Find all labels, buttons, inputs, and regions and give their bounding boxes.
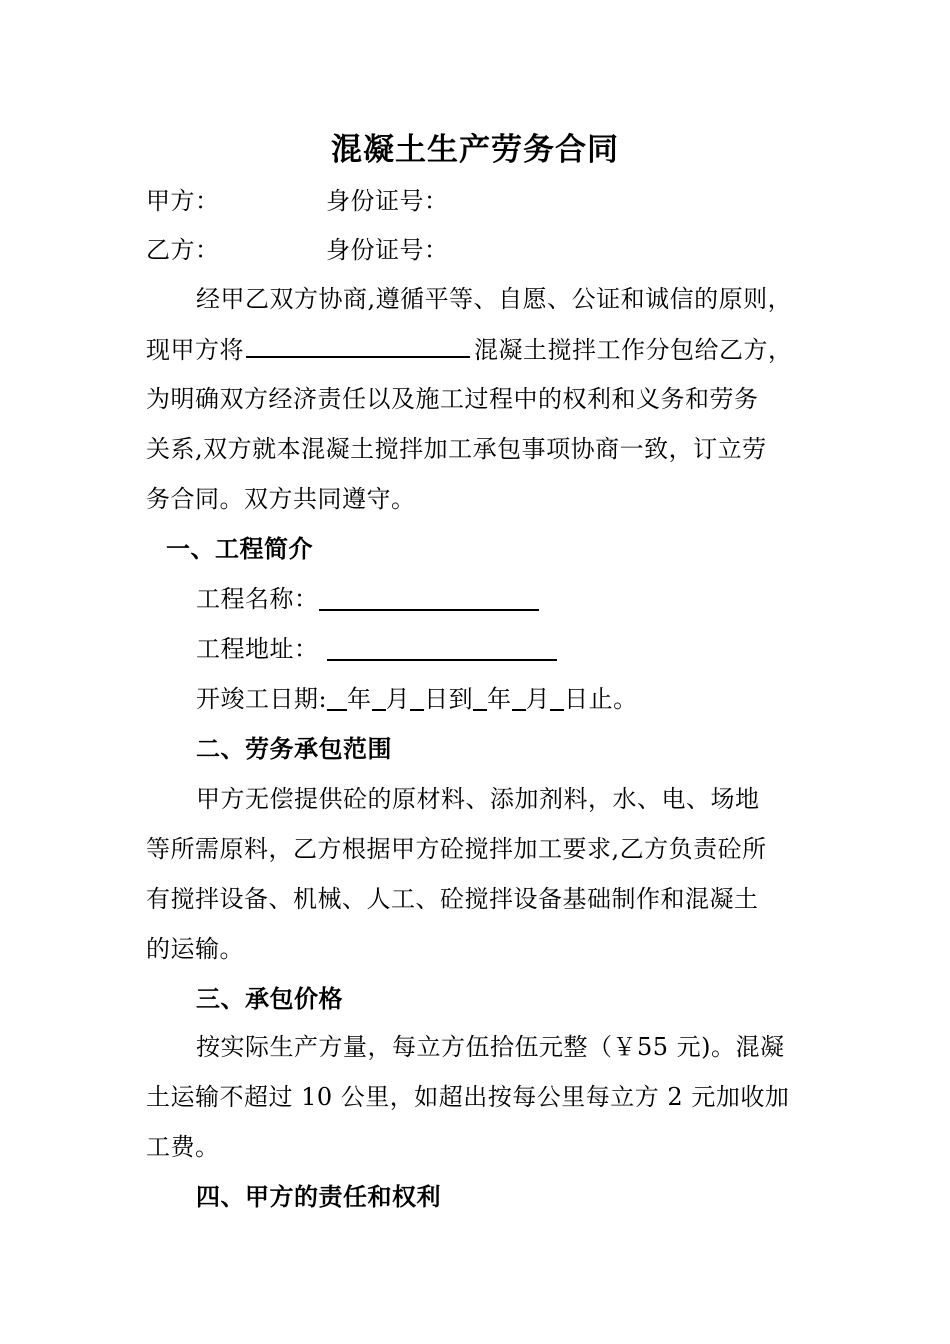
section-3-line-2: 土运输不超过 10 公里，如超出按每公里每立方 2 元加收加 <box>146 1083 790 1111</box>
section-2-line-3: 有搅拌设备、机械、人工、砼搅拌设备基础制作和混凝土 <box>146 885 759 913</box>
section-3-line-1: 按实际生产方量，每立方伍拾伍元整（￥55 元)。混凝 <box>196 1033 785 1061</box>
intro-line-4: 关系,双方就本混凝土搅拌加工承包事项协商一致，订立劳 <box>146 435 767 463</box>
section-2-heading: 二、劳务承包范围 <box>196 734 392 763</box>
party-a-label: 甲方： <box>146 187 220 215</box>
project-name-label: 工程名称： <box>196 585 319 613</box>
end-month-blank <box>512 687 526 711</box>
date-to-label: 日到 <box>424 685 474 713</box>
section-2-line-4: 的运输。 <box>146 935 244 963</box>
project-name-row <box>196 584 539 614</box>
start-year-blank <box>327 687 347 711</box>
party-b-id-label: 身份证号： <box>326 236 449 264</box>
intro-line-3: 为明确双方经济责任以及施工过程中的权利和义务和劳务 <box>146 385 759 413</box>
section-2-line-2: 等所需原料，乙方根据甲方砼搅拌加工要求,乙方负责砼所 <box>146 835 767 863</box>
party-b-row <box>146 235 220 265</box>
intro-line-2 <box>146 334 793 365</box>
project-address-label: 工程地址： <box>196 635 319 663</box>
project-dates-prefix: 开竣工日期: <box>196 685 328 713</box>
end-day-blank <box>550 687 564 711</box>
project-address-row <box>196 634 557 664</box>
party-a-id-label: 身份证号： <box>326 187 449 215</box>
section-1-heading: 一、工程简介 <box>166 534 313 563</box>
date-end-label: 日止。 <box>564 685 638 713</box>
section-3-line-3: 工费。 <box>146 1133 220 1161</box>
section-3-heading: 三、承包价格 <box>196 984 343 1013</box>
intro-line-5: 务合同。双方共同遵守。 <box>146 485 416 513</box>
date-year-label-2: 年 <box>487 685 512 713</box>
project-dates-row <box>196 684 638 714</box>
party-b-label: 乙方： <box>146 236 220 264</box>
section-2-line-1: 甲方无偿提供砼的原材料、添加剂料，水、电、场地 <box>196 785 760 813</box>
intro-line-2-after: 混凝土搅拌工作分包给乙方， <box>474 336 793 364</box>
date-month-label-2: 月 <box>525 685 551 713</box>
start-month-blank <box>372 687 386 711</box>
date-month-label: 月 <box>385 685 411 713</box>
project-address-blank <box>327 637 557 661</box>
date-year-label: 年 <box>347 685 372 713</box>
start-day-blank <box>410 687 424 711</box>
party-a-row <box>146 186 220 216</box>
intro-line-1: 经甲乙双方协商,遵循平等、自愿、公证和诚信的原则， <box>196 285 793 313</box>
document-title: 混凝土生产劳务合同 <box>331 132 619 168</box>
project-name-blank <box>319 587 539 611</box>
project-blank <box>246 334 470 358</box>
intro-line-2-before: 现甲方将 <box>146 336 244 364</box>
section-4-heading: 四、甲方的责任和权利 <box>196 1182 441 1211</box>
end-year-blank <box>473 687 487 711</box>
